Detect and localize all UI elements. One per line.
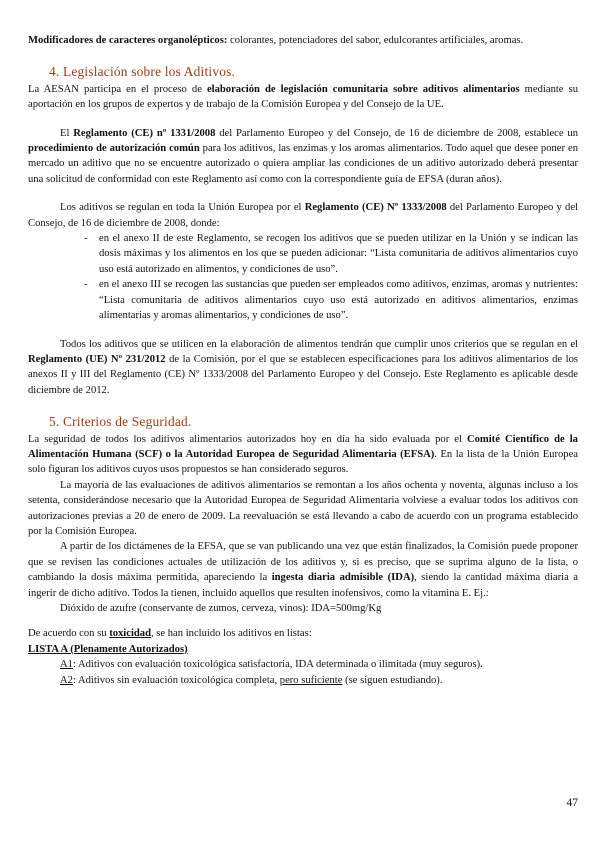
a1-text: : Aditivos con evaluación toxicológica satisfactoria, IDA determinada o ilimitada (muy seguros).: [72, 659, 483, 671]
a2-text-end: (se siguen estudiando).: [342, 674, 443, 686]
text-run: , se han incluido los aditivos en listas:: [150, 628, 312, 640]
section-4-paragraph-1: [28, 82, 578, 113]
section-5-heading: 5. Criterios de Seguridad.: [49, 414, 192, 430]
section-4-paragraph-2: [28, 126, 578, 188]
lista-a-label: LISTA A (Plenamente Autorizados): [28, 643, 188, 655]
lista-a-title: [28, 642, 578, 657]
list-item-text: en el anexo III se recogen las sustancias que pueden ser empleados como aditivos, enzimas, aromas y nutrientes: “Lista comunitaria de aditivos alimentarios cuyo uso está autorizado en aditivos alimentarios, enzimas alimentarias y aromas alimentarios, y condiciones de uso”.: [99, 279, 578, 322]
list-item: [28, 231, 578, 277]
text-run-bold: Reglamento (CE) nº 1331/2008: [73, 127, 216, 139]
dash-marker: -: [84, 233, 88, 245]
list-a1-item: [28, 657, 578, 672]
text-run-bold: ingesta diaria admisible (IDA): [271, 572, 415, 584]
intro-strong: Modificadores de caracteres organolépticos:: [28, 35, 228, 46]
text-run: A partir de los dictámenes de la EFSA, que se van publicando una vez que están finalizados, la Comisión puede proponer que se revisen las condiciones actuales de utilización de los aditivos y, si es preciso, que se suprima alguno de la lista, o cambiando la dosis máxima permitida, apareciendo la: [28, 541, 578, 584]
section-5-paragraph-1: [28, 432, 578, 478]
a2-text: : Aditivos sin evaluación toxicológica completa,: [72, 674, 280, 686]
text-run-bold: Comité Científico de la Alimentación Humana (SCF) o la Autoridad Europea de Seguridad Alimentaria (EFSA): [28, 433, 578, 460]
document-page: [28, 33, 578, 688]
text-run: El: [60, 127, 74, 139]
text-run: Los aditivos se regulan en toda la Unión Europea por el: [60, 202, 305, 214]
text-run-bold-underlined: toxicidad: [109, 628, 151, 640]
dash-marker: -: [84, 279, 88, 291]
text-run-bold: elaboración de legislación comunitaria sobre aditivos alimentarios: [206, 83, 520, 95]
section-4-paragraph-4: [28, 337, 578, 399]
list-item: [28, 277, 578, 323]
section-5-paragraph-3: [28, 539, 578, 601]
text-run: Todos los aditivos que se utilicen en la elaboración de alimentos tendrán que cumplir unos criterios que se regulan en el: [60, 338, 578, 350]
text-run-bold: procedimiento de autorización común: [28, 143, 200, 155]
text-run: para los aditivos, las enzimas y los aromas alimentarios. Todo aquel que desee poner en mercado un aditivo que no se encuentre autorizado o quiera ampliar las condiciones de un aditivo autorizado deberá presentar una solicitud de conformidad con este Reglamento así como con la correspondiente guía de EFSA (duran años).: [28, 143, 578, 185]
list-a2-item: [28, 673, 578, 688]
text-run: . En la lista de la Unión Europea solo figuran los aditivos cuyos usos propuestos se han considerado seguros.: [28, 448, 578, 476]
section-4-paragraph-3: [28, 200, 578, 231]
list-item-text: en el anexo II de este Reglamento, se recogen los aditivos que se pueden utilizar en la Unión y se indican las dosis máximas y los alimentos en los que se pueden adicionar: “Lista comunitaria de aditivos alimentarios cuyo uso está autorizado en alimentos, y condiciones de uso”.: [99, 233, 578, 275]
section-5-paragraph-2: La mayoría de las evaluaciones de aditivos alimentarios se remontan a los años ochenta y noventa, algunas incluso a los setenta, considerándose necesario que la Autoridad Europea de Seguridad Alimentaria volviese a evaluar todos los aditivos con autorizaciones previas a 20 de enero de 2009. La reevaluación se está llevando a cabo de acuerdo con un programa establecido por la Comisión Europea.: [28, 479, 578, 537]
text-run: , siendo la cantidad máxima diaria a ingerir de dicho aditivo. Todos la tienen, incluido aquellos que resulten inofensivos, como la vitamina E. Ej.:: [28, 572, 578, 599]
text-run: La seguridad de todos los aditivos alimentarios autorizados hoy en día ha sido evaluada por el: [28, 433, 467, 445]
intro-text: colorantes, potenciadores del sabor, edulcorantes artificiales, aromas.: [227, 35, 524, 46]
page-number: 47: [566, 797, 578, 809]
text-run: De acuerdo con su: [28, 628, 110, 640]
text-run-bold: Reglamento (UE) Nº 231/2012: [28, 353, 166, 365]
a2-text-underlined: pero suficiente: [279, 674, 343, 686]
text-run: del Parlamento Europeo y del Consejo, de 16 de diciembre de 2008, donde:: [28, 202, 578, 229]
annex-list: [28, 231, 578, 323]
a2-tag: A2: [60, 674, 73, 686]
text-run: de la Comisión, por el que se establecen especificaciones para los aditivos alimentarios de los anexos II y III del Reglamento (CE) Nº 1333/2008 del Parlamento Europeo y del Consejo. Este Reglamento es aplicable desde diciembre de 2012.: [28, 353, 578, 396]
text-run-bold: Reglamento (CE) Nº 1333/2008: [304, 202, 447, 214]
text-run: del Parlamento Europeo y del Consejo, de 16 de diciembre de 2008, establece un: [215, 127, 578, 139]
example-line: Dióxido de azufre (conservante de zumos, cerveza, vinos): IDA=500mg/Kg: [60, 603, 382, 614]
a1-tag: A1: [60, 659, 73, 671]
text-run: La AESAN participa en el proceso de: [28, 83, 207, 95]
text-run: mediante su aportación en los grupos de expertos y de trabajo de la Comisión Europea y del Consejo de la UE.: [28, 83, 578, 111]
intro-paragraph: [28, 33, 578, 48]
section-5-paragraph-4: [28, 626, 578, 641]
section-4-heading: 4. Legislación sobre los Aditivos.: [49, 64, 236, 80]
